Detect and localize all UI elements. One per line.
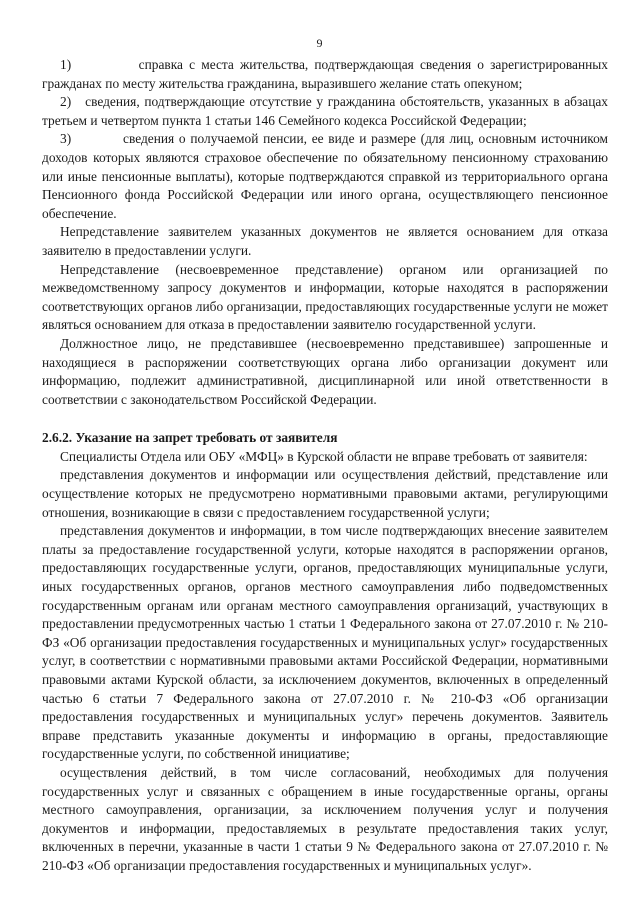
section-heading: 2.6.2. Указание на запрет требовать от заявителя xyxy=(42,430,338,446)
paragraph-specialists: Специалисты Отдела или ОБУ «МФЦ» в Курской области не вправе требовать от заявителя: xyxy=(60,448,588,464)
list-item-1: 1) справка с места жительства, подтверждающая сведения о зарегистрированных гражданах по месту жительства гражданина, выразившего желание стать опекуном; xyxy=(42,57,608,91)
list-item-3: 3) сведения о получаемой пенсии, ее виде и размере (для лиц, основным источником доходов которых являются страховое обеспечение по обязательному пенсионному страхованию или иные пенсионные выплаты), которые подтверждаются справкой из территориального органа Пенсионного фонда Российской Федерации или иного органа, осуществляющего пенсионное обеспечение. xyxy=(42,131,608,221)
paragraph-prohibition-3: осуществления действий, в том числе согласований, необходимых для получения государственных услуг и связанных с обращением в иные государственные органы, органы местного самоуправления, организации, за исключением получения услуг и получения документов и информации, предоставляемых в результате предоставления таких услуг, включенных в перечни, указанные в части 1 статьи 9 № Федерального закона от 27.07.2010 г. № 210-ФЗ «Об организации предоставления государственных и муниципальных услуг». xyxy=(42,764,608,873)
paragraph-prohibition-2: представления документов и информации, в том числе подтверждающих внесение заявителем платы за предоставление государственной услуги, которые находятся в распоряжении органов, предоставляющих государственные услуги, органов, предоставляющих муниципальные услуги, иных государственных органов, органов местного самоуправления либо подведомственных государственным органам или органам местного самоуправления организаций, участвующих в предоставлении предусмотренных частью 1 статьи 1 Федерального закона от 27.07.2010 г. № 210-ФЗ «Об организации предоставления государственных и муниципальных услуг» государственных услуг, в соответствии с нормативными правовыми актами Российской Федерации, нормативными правовыми актами Курской области, за исключением документов, включенных в определенный частью 6 статьи 7 Федерального закона от 27.07.2010 г. № 210-ФЗ «Об организации предоставления государственных и муниципальных услуг» перечень документов. Заявитель вправе представить указанные документы и информацию в органы, предоставляющие государственные услуги, по собственной инициативе; xyxy=(42,523,608,762)
paragraph-nonsubmission: Непредставление заявителем указанных документов не является основанием для отказа заявителю в предоставлении услуги. xyxy=(42,224,608,258)
paragraph-liability: Должностное лицо, не представившее (несвоевременно представившее) запрошенные и находящиеся в распоряжении соответствующих органа либо организации документ или информацию, подлежит административной, дисциплинарной или иной ответственности в соответствии с законодательством Российской Федерации. xyxy=(42,335,608,407)
document-body xyxy=(42,56,608,876)
paragraph-interagency: Непредставление (несвоевременное представление) органом или организацией по межведомственному запросу документов и информации, которые находятся в распоряжении соответствующих органов либо организации, предоставляющих государственные услуги не может являться основанием для отказа в предоставлении заявителю государственной услуги. xyxy=(42,261,608,333)
page-number: 9 xyxy=(316,36,323,50)
list-item-2: 2) сведения, подтверждающие отсутствие у гражданина обстоятельств, указанных в абзацах третьем и четвертом пункта 1 статьи 146 Семейного кодекса Российской Федерации; xyxy=(42,94,608,128)
paragraph-prohibition-1: представления документов и информации или осуществления действий, представление или осуществление которых не предусмотрено нормативными правовыми актами, регулирующими отношения, возникающие в связи с предоставлением государственной услуги; xyxy=(42,467,608,520)
